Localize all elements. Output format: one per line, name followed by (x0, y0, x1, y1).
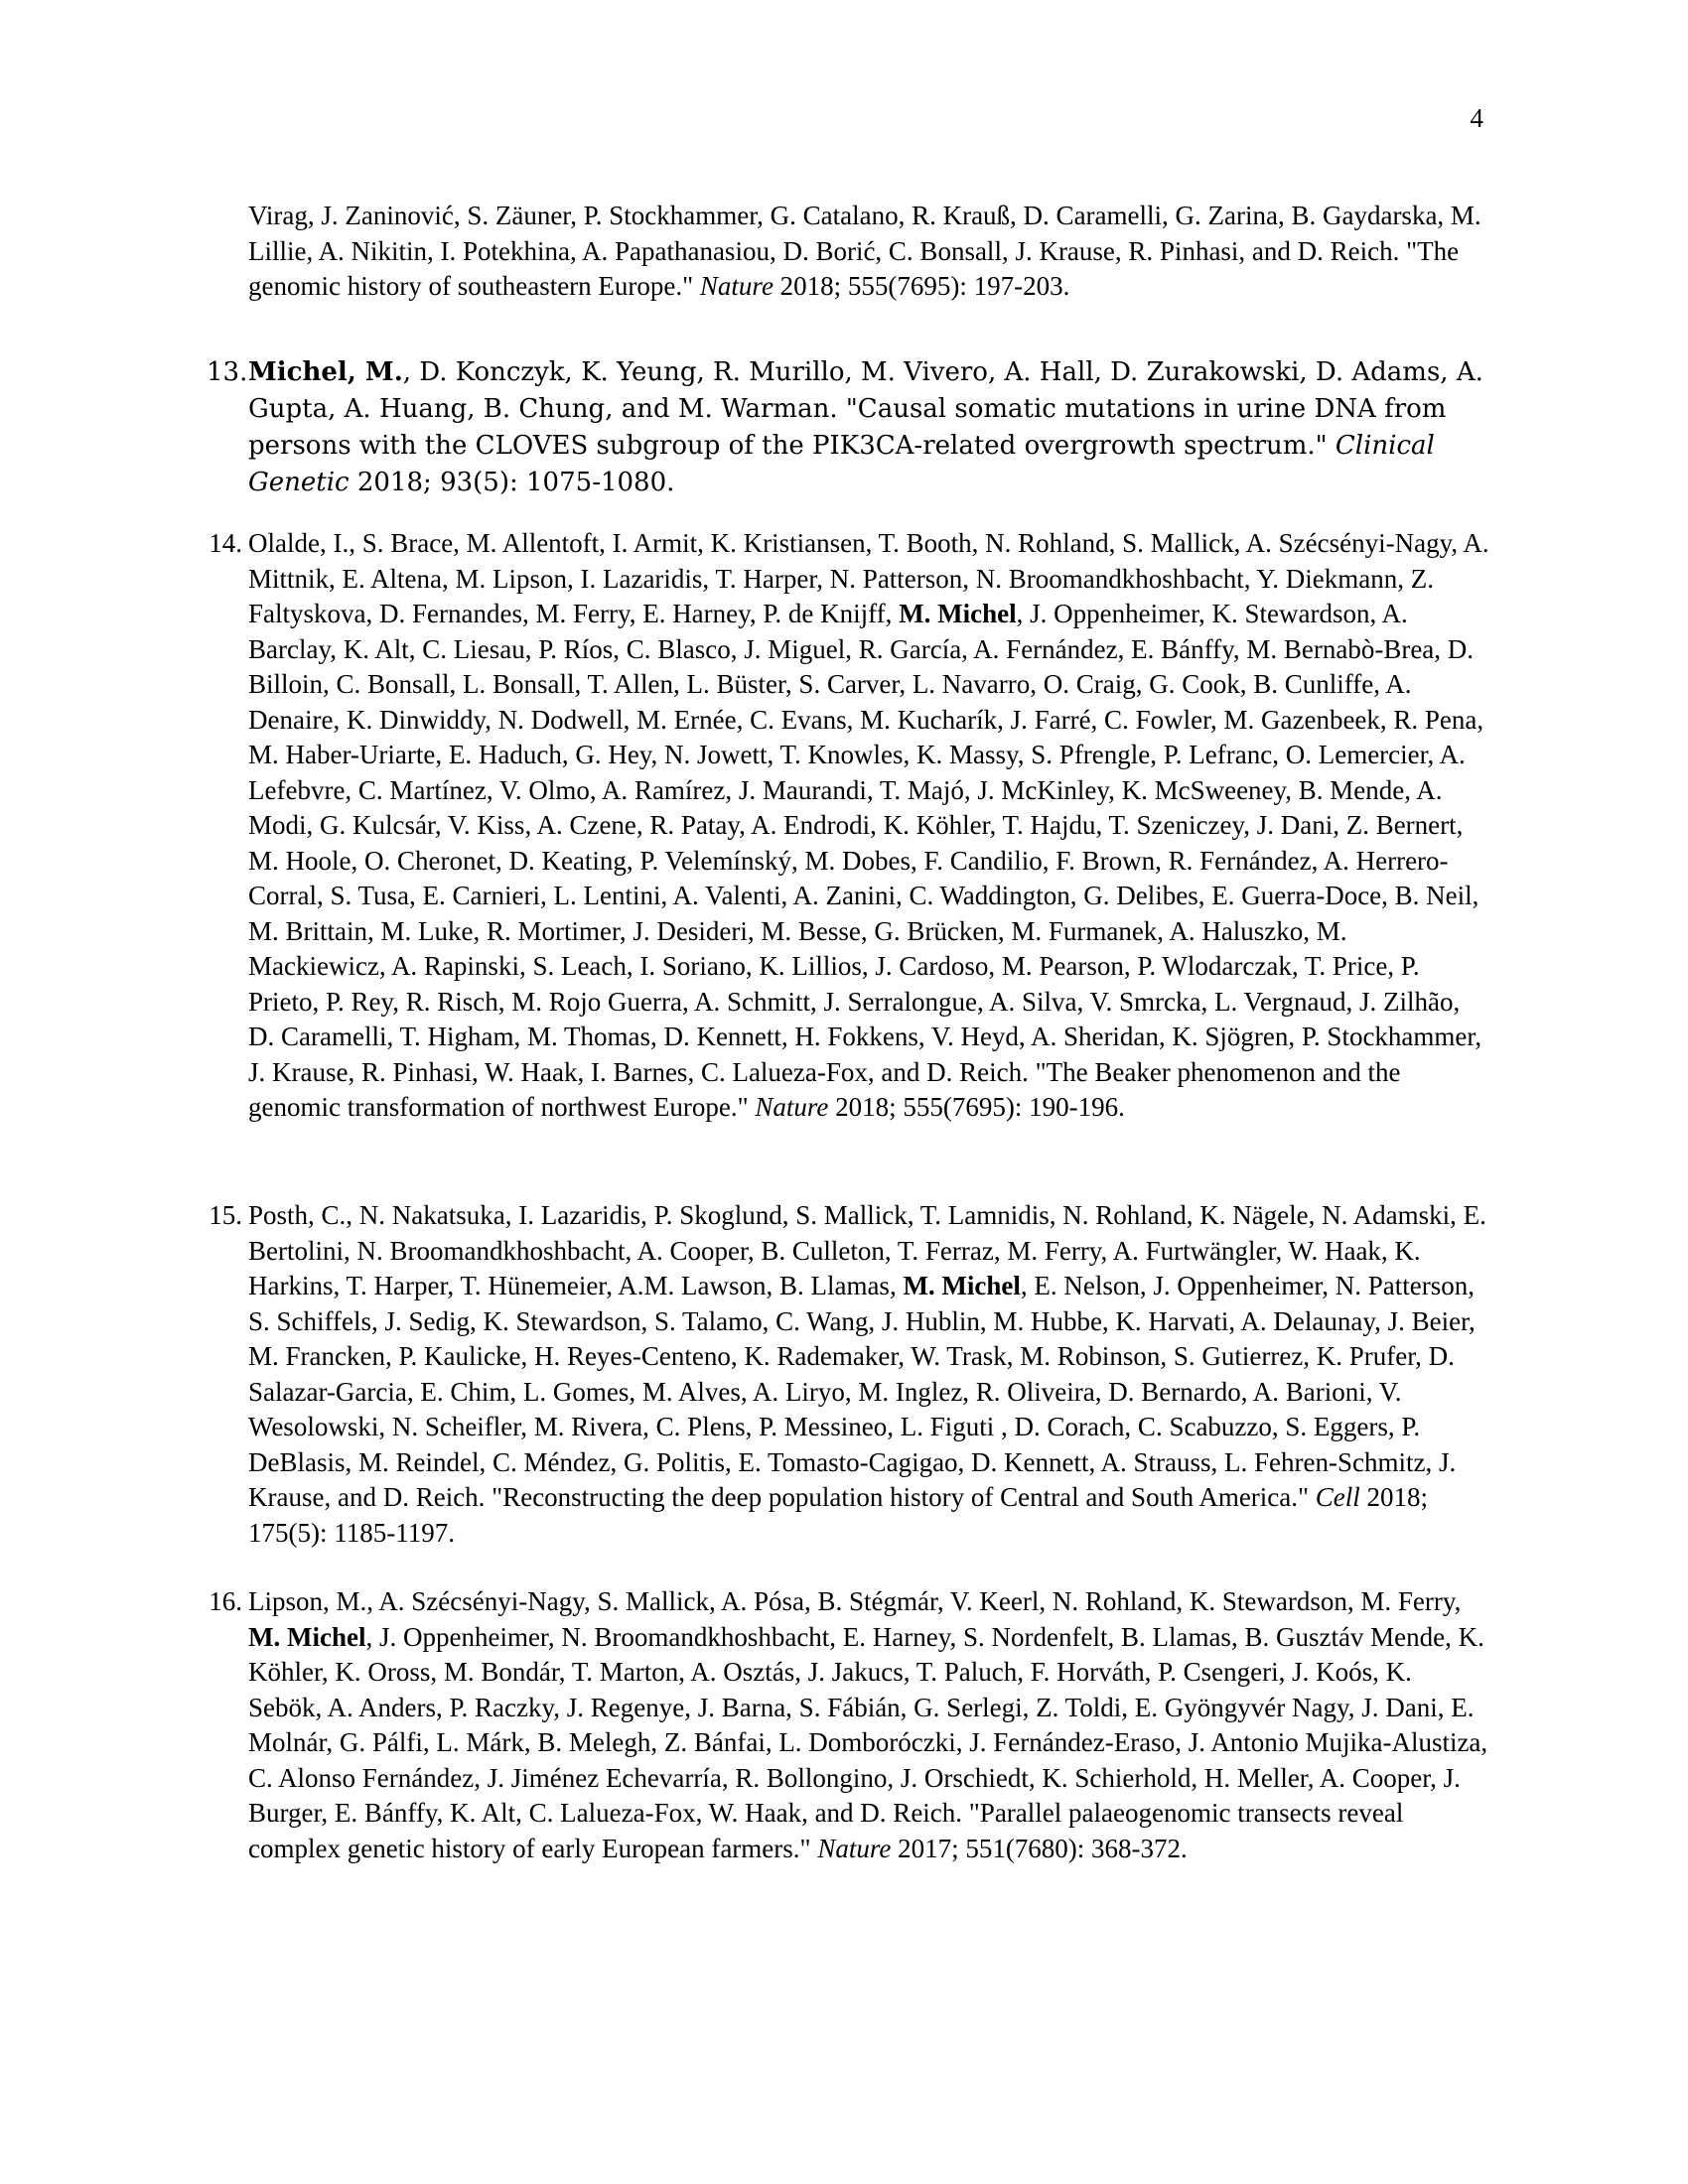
reference-citation: 2018; 175(5): 1185-1197. (248, 1482, 1429, 1548)
highlighted-author: Michel, M. (248, 357, 403, 387)
reference-text: , D. Konczyk, K. Yeung, R. Murillo, M. Vivero, A. Hall, D. Zurakowski, D. Adams, A. Gupta, A. Huang, B. Chung, and M. Warman. "Causal somatic mutations in urine DNA from persons with the CLOVES subgroup of the PIK3CA-related overgrowth spectrum." (248, 357, 1483, 461)
reference-text: Olalde, I., S. Brace, M. Allentoft, I. Armit, K. Kristiansen, T. Booth, N. Rohland, S. Mallick, A. Szécsényi-Nagy, A. Mittnik, E. Altena, M. Lipson, I. Lazaridis, T. Harper, N. Patterson, N. Broomandkhoshbacht, Y. Diekmann, Z. Faltyskova, D. Fernandes, M. Ferry, E. Harney, P. de Knijff, (248, 528, 1489, 628)
highlighted-author: M. Michel (903, 1271, 1021, 1300)
journal-name: Nature (755, 1092, 829, 1122)
highlighted-author: M. Michel (248, 1621, 366, 1652)
reference-text: Posth, C., N. Nakatsuka, I. Lazaridis, P. Skoglund, S. Mallick, T. Lamnidis, N. Rohland, K. Nägele, N. Adamski, E. Bertolini, N. Broomandkhoshbacht, A. Cooper, B. Culleton, T. Ferraz, M. Ferry, A. Furtwängler, W. Haak, K. Harkins, T. Harper, T. Hünemeier, A.M. Lawson, B. Llamas, (248, 1200, 1486, 1300)
reference-text: , J. Oppenheimer, N. Broomandkhoshbacht, E. Harney, S. Nordenfelt, B. Llamas, B. Gusztáv Mende, K. Köhler, K. Oross, M. Bondár, T. Marton, A. Osztás, J. Jakucs, T. Paluch, F. Horváth, P. Csengeri, J. Koós, K. Sebök, A. Anders, P. Raczky, J. Regenye, J. Barna, S. Fábián, G. Serlegi, Z. Toldi, E. Gyöngyvér Nagy, J. Dani, E. Molnár, G. Pálfi, L. Márk, B. Melegh, Z. Bánfai, L. Domboróczki, J. Fernández-Eraso, J. Antonio Mujika-Alustiza, C. Alonso Fernández, J. Jiménez Echevarría, R. Bollongino, J. Orschiedt, K. Schierhold, H. Meller, A. Cooper, J. Burger, E. Bánffy, K. Alt, C. Lalueza-Fox, W. Haak, and D. Reich. "Parallel palaeogenomic transects reveal complex genetic history of early European farmers." (248, 1621, 1488, 1863)
reference-continuation (248, 199, 1489, 305)
page-number: 4 (1470, 103, 1483, 133)
entry-number: 14. (209, 528, 242, 558)
reference-text: Lipson, M., A. Szécsényi-Nagy, S. Mallick, A. Pósa, B. Stégmár, V. Keerl, N. Rohland, K. Stewardson, M. Ferry, (248, 1586, 1462, 1616)
reference-citation: 2017; 551(7680): 368-372. (891, 1833, 1188, 1863)
journal-name: Nature (699, 271, 774, 301)
journal-name: Cell (1315, 1482, 1360, 1512)
reference-citation: 2018; 555(7695): 197-203. (773, 271, 1070, 301)
journal-name: Clinical Genetic (248, 431, 1435, 497)
reference-entry-13 (207, 354, 1489, 501)
reference-entry-16 (207, 1584, 1489, 1866)
entry-number: 15. (209, 1200, 242, 1230)
entry-number: 16. (209, 1586, 242, 1616)
reference-citation: 2018; 93(5): 1075-1080. (349, 468, 675, 497)
reference-entry-14 (207, 526, 1489, 1126)
reference-text: Virag, J. Zaninović, S. Zäuner, P. Stockhammer, G. Catalano, R. Krauß, D. Caramelli, G. Zarina, B. Gaydarska, M. Lillie, A. Nikitin, I. Potekhina, A. Papathanasiou, D. Borić, C. Bonsall, J. Krause, R. Pinhasi, and D. Reich. "The genomic history of southeastern Europe." (248, 201, 1481, 301)
journal-name: Nature (817, 1833, 892, 1863)
highlighted-author: M. Michel (899, 599, 1017, 628)
reference-text: , J. Oppenheimer, K. Stewardson, A. Barclay, K. Alt, C. Liesau, P. Ríos, C. Blasco, J. Miguel, R. García, A. Fernández, E. Bánffy, M. Bernabò-Brea, D. Billoin, C. Bonsall, L. Bonsall, T. Allen, L. Büster, S. Carver, L. Navarro, O. Craig, G. Cook, B. Cunliffe, A. Denaire, K. Dinwiddy, N. Dodwell, M. Ernée, C. Evans, M. Kucharík, J. Farré, C. Fowler, M. Gazenbeek, R. Pena, M. Haber-Uriarte, E. Haduch, G. Hey, N. Jowett, T. Knowles, K. Massy, S. Pfrengle, P. Lefranc, O. Lemercier, A. Lefebvre, C. Martínez, V. Olmo, A. Ramírez, J. Maurandi, T. Majó, J. McKinley, K. McSweeney, B. Mende, A. Modi, G. Kulcsár, V. Kiss, A. Czene, R. Patay, A. Endrodi, K. Köhler, T. Hajdu, T. Szeniczey, J. Dani, Z. Bernert, M. Hoole, O. Cheronet, D. Keating, P. Velemínský, M. Dobes, F. Candilio, F. Brown, R. Fernández, A. Herrero-Corral, S. Tusa, E. Carnieri, L. Lentini, A. Valenti, A. Zanini, C. Waddington, G. Delibes, E. Guerra-Doce, B. Neil, M. Brittain, M. Luke, R. Mortimer, J. Desideri, M. Besse, G. Brücken, M. Furmanek, A. Haluszko, M. Mackiewicz, A. Rapinski, S. Leach, I. Soriano, K. Lillios, J. Cardoso, M. Pearson, P. Wlodarczak, T. Price, P. Prieto, P. Rey, R. Risch, M. Rojo Guerra, A. Schmitt, J. Serralongue, A. Silva, V. Smrcka, L. Vergnaud, J. Zilhão, D. Caramelli, T. Higham, M. Thomas, D. Kennett, H. Fokkens, V. Heyd, A. Sheridan, K. Sjögren, P. Stockhammer, J. Krause, R. Pinhasi, W. Haak, I. Barnes, C. Lalueza-Fox, and D. Reich. "The Beaker phenomenon and the genomic transformation of northwest Europe." (248, 599, 1484, 1122)
entry-number: 13. (207, 357, 248, 387)
reference-citation: 2018; 555(7695): 190-196. (828, 1092, 1125, 1122)
reference-entry-15 (207, 1198, 1489, 1551)
reference-text: , E. Nelson, J. Oppenheimer, N. Patterson, S. Schiffels, J. Sedig, K. Stewardson, S. Talamo, C. Wang, J. Hublin, M. Hubbe, K. Harvati, A. Delaunay, J. Beier, M. Francken, P. Kaulicke, H. Reyes-Centeno, K. Rademaker, W. Trask, M. Robinson, S. Gutierrez, K. Prufer, D. Salazar-Garcia, E. Chim, L. Gomes, M. Alves, A. Liryo, M. Inglez, R. Oliveira, D. Bernardo, A. Barioni, V. Wesolowski, N. Scheifler, M. Rivera, C. Plens, P. Messineo, L. Figuti , D. Corach, C. Scabuzzo, S. Eggers, P. DeBlasis, M. Reindel, C. Méndez, G. Politis, E. Tomasto-Cagigao, D. Kennett, A. Strauss, L. Fehren-Schmitz, J. Krause, and D. Reich. "Reconstructing the deep population history of Central and South America." (248, 1271, 1476, 1512)
